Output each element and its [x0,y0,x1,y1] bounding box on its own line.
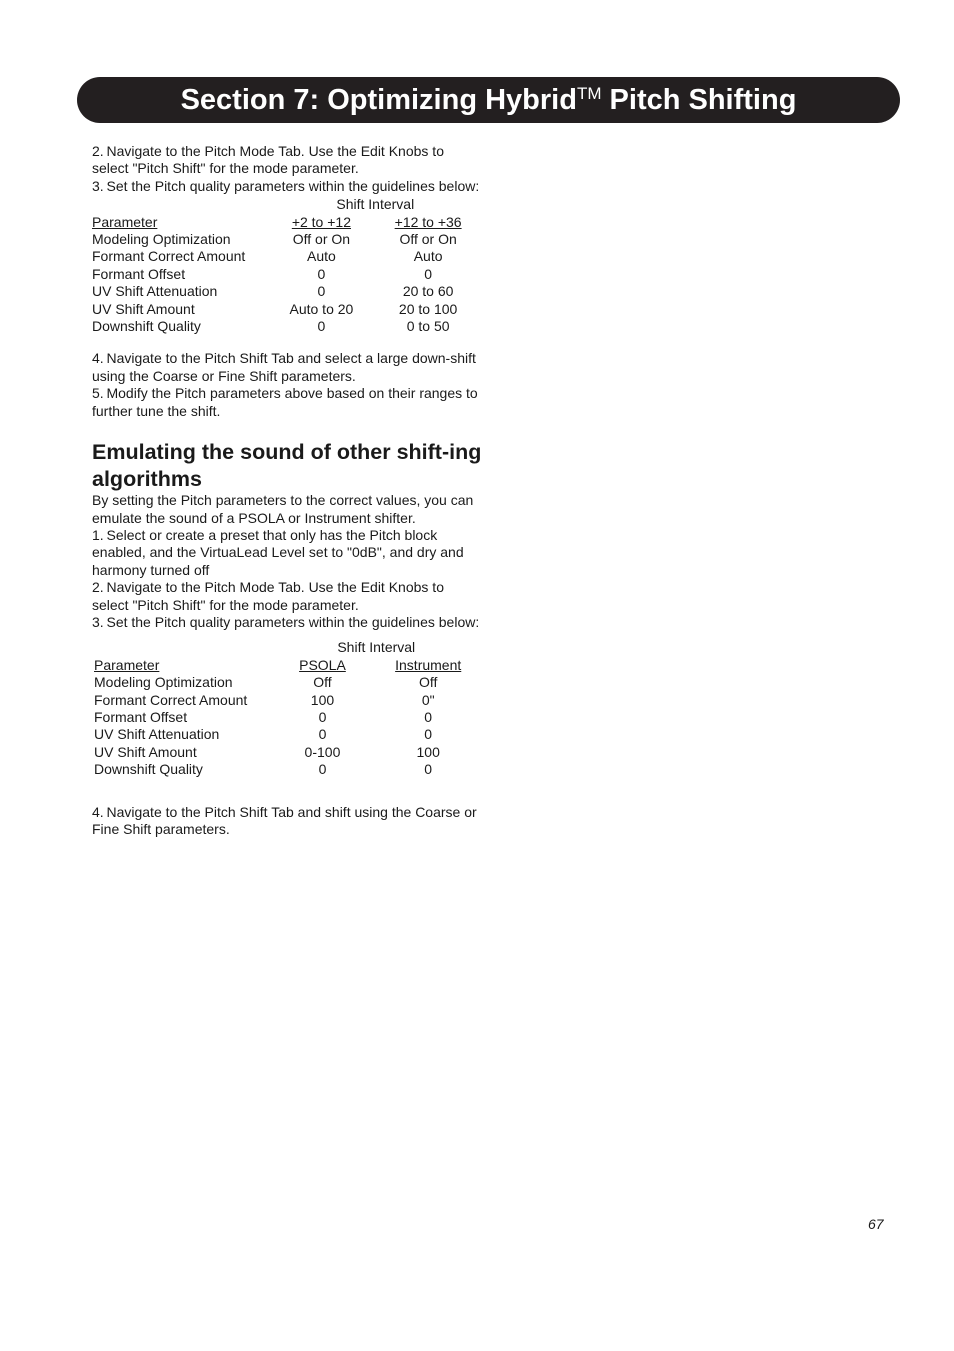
table-cell: Auto [413,248,443,265]
table-row [94,709,482,726]
pitch-shift-quality-table [92,196,482,335]
step-2: 2. Navigate to the Pitch Mode Tab. Use the Edit Knobs to select "Pitch Shift" for the mode parameter. [92,143,444,177]
table-row [92,318,482,335]
section-intro: By setting the Pitch parameters to the correct values, you can emulate the sound of a PSOLA or Instrument shifter. [92,492,474,526]
shift-interval-header: Shift Interval [337,639,416,656]
table-cell: Downshift Quality [94,761,203,778]
table-group-header-row [94,639,482,656]
table-cell: 20 to 60 [402,283,454,300]
table-row [94,761,482,778]
table-cell: Auto to 20 [289,300,354,317]
table-cell: Modeling Optimization [92,231,231,248]
table-cell: Downshift Quality [92,318,201,335]
table-cell: 0 to 50 [406,318,450,335]
column-header-12-36: +12 to +36 [394,213,462,230]
step-2: 2. Navigate to the Pitch Mode Tab. Use the Edit Knobs to select "Pitch Shift" for the mode parameter. [92,579,444,613]
column-header-parameter: Parameter [92,213,158,230]
table-row [92,283,482,300]
table-cell: Modeling Optimization [94,674,233,691]
table-cell: Auto [307,248,336,265]
emulation-settings-table [94,639,482,778]
section-title-suffix: Pitch Shifting [601,84,797,116]
column-header-parameter: Parameter [94,656,160,673]
table-row [94,726,482,743]
table-cell: 100 [310,691,335,708]
table-cell: Off [313,674,332,691]
page-number: 67 [868,1216,884,1232]
table-cell: Formant Correct Amount [92,248,246,265]
table-cell: UV Shift Attenuation [94,726,220,743]
step-4: 4. Navigate to the Pitch Shift Tab and select a large down-shift using the Coarse or Fine Shift parameters. [92,350,476,384]
table-cell: UV Shift Attenuation [92,283,218,300]
table-cell: UV Shift Amount [94,743,197,760]
column-header-psola: PSOLA [299,656,346,673]
section-title-text: Section 7: Optimizing Hybrid [180,84,577,116]
table-cell: Formant Correct Amount [94,691,248,708]
table-row [92,266,482,283]
column-header-2-12: +2 to +12 [291,213,351,230]
column-header-instrument: Instrument [395,656,462,673]
step-3: 3. Set the Pitch quality parameters within the guidelines below: [92,177,480,194]
table-row [94,744,482,761]
table-row [94,692,482,709]
table-cell: Off or On [399,231,457,248]
table-cell: 0 [424,761,433,778]
section-heading: Emulating the sound of other shift-ing algorithms [92,440,482,491]
table-cell: Formant Offset [92,265,186,282]
table-cell: 0 [318,708,327,725]
section-title-banner [77,77,900,123]
table-cell: 0 [318,726,327,743]
table-cell: 100 [416,743,440,760]
step-4: 4. Navigate to the Pitch Shift Tab and shift using the Coarse or Fine Shift parameters. [92,803,477,837]
step-1: 1. Select or create a preset that only has the Pitch block enabled, and the VirtuaLead Level set to "0dB", and dry and harmony turned off [92,526,464,578]
table-cell: 0 [424,708,433,725]
step-3: 3. Set the Pitch quality parameters within the guidelines below: [92,613,480,630]
main-column [92,143,482,838]
table-header-row [92,214,482,231]
table-cell: 0 [317,265,326,282]
trademark-symbol: TM [576,84,602,103]
table-row [92,248,482,265]
table-group-header-row [92,196,482,213]
table-header-row [94,657,482,674]
table-cell: 0 [318,761,327,778]
table-cell: 0 [317,283,326,300]
step-5: 5. Modify the Pitch parameters above based on their ranges to further tune the shift. [92,385,478,419]
shift-interval-header: Shift Interval [336,196,415,213]
table-cell: 0 [424,726,433,743]
table-cell: 0 [317,318,326,335]
table-cell: Off [418,674,438,691]
table-cell: UV Shift Amount [92,300,195,317]
table-cell: 0" [421,691,435,708]
table-row [92,301,482,318]
table-row [94,674,482,691]
table-row [92,231,482,248]
table-cell: Formant Offset [94,708,188,725]
table-cell: 20 to 100 [398,300,458,317]
table-cell: 0 [424,265,433,282]
table-cell: Off or On [292,231,351,248]
table-cell: 0-100 [304,743,341,760]
